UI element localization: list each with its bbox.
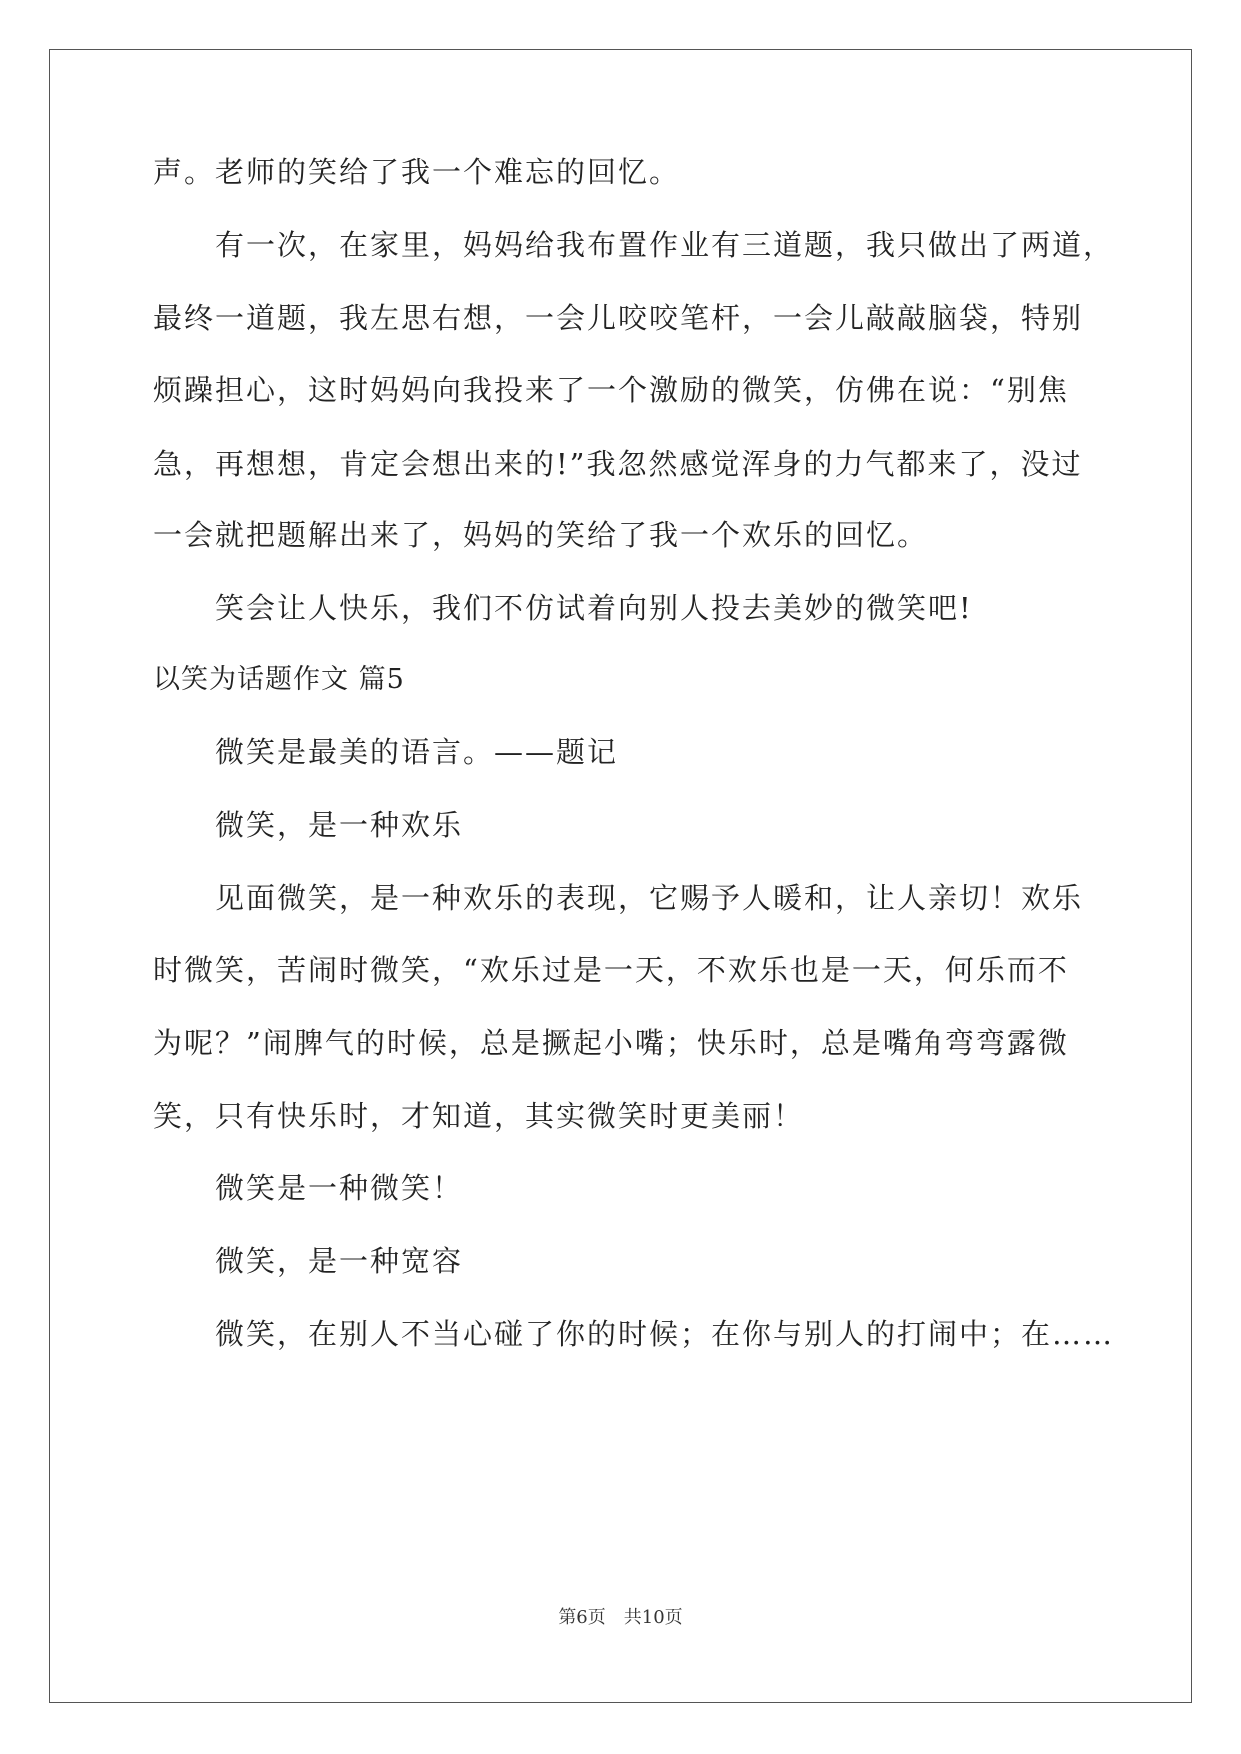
subheading: 微笑，是一种欢乐	[215, 808, 464, 842]
subheading: 微笑，是一种宽容	[215, 1244, 464, 1278]
paragraph-start: 微笑是一种微笑！	[215, 1171, 464, 1205]
paragraph-start: 微笑，在别人不当心碰了你的时候；在你与别人的打闹中；在……	[215, 1317, 1115, 1351]
text-line: 声。老师的笑给了我一个难忘的回忆。	[153, 155, 681, 189]
text-line: 急，再想想，肯定会想出来的!”我忽然感觉浑身的力气都来了，没过	[153, 447, 1083, 481]
text-line: 最终一道题，我左思右想，一会儿咬咬笔杆，一会儿敲敲脑袋，特别	[153, 301, 1084, 335]
epigraph: 微笑是最美的语言。——题记	[215, 735, 619, 769]
text-line: 烦躁担心，这时妈妈向我投来了一个激励的微笑，仿佛在说：“别焦	[153, 373, 1069, 407]
paragraph-start: 见面微笑，是一种欢乐的表现，它赐予人暖和，让人亲切！欢乐	[215, 881, 1084, 915]
text-line: 时微笑，苦闹时微笑，“欢乐过是一天，不欢乐也是一天，何乐而不	[153, 953, 1069, 987]
text-line: 笑，只有快乐时，才知道，其实微笑时更美丽！	[153, 1099, 805, 1133]
text-line: 为呢？”闹脾气的时候，总是撅起小嘴；快乐时，总是嘴角弯弯露微	[153, 1026, 1069, 1060]
paragraph-start: 有一次，在家里，妈妈给我布置作业有三道题，我只做出了两道，	[215, 228, 1115, 262]
paragraph-start: 笑会让人快乐，我们不仿试着向别人投去美妙的微笑吧!	[215, 591, 973, 625]
text-line: 一会就把题解出来了，妈妈的笑给了我一个欢乐的回忆。	[153, 518, 929, 552]
section-heading: 以笑为话题作文 篇5	[153, 664, 405, 695]
page-number: 第6页 共10页	[558, 1607, 683, 1628]
